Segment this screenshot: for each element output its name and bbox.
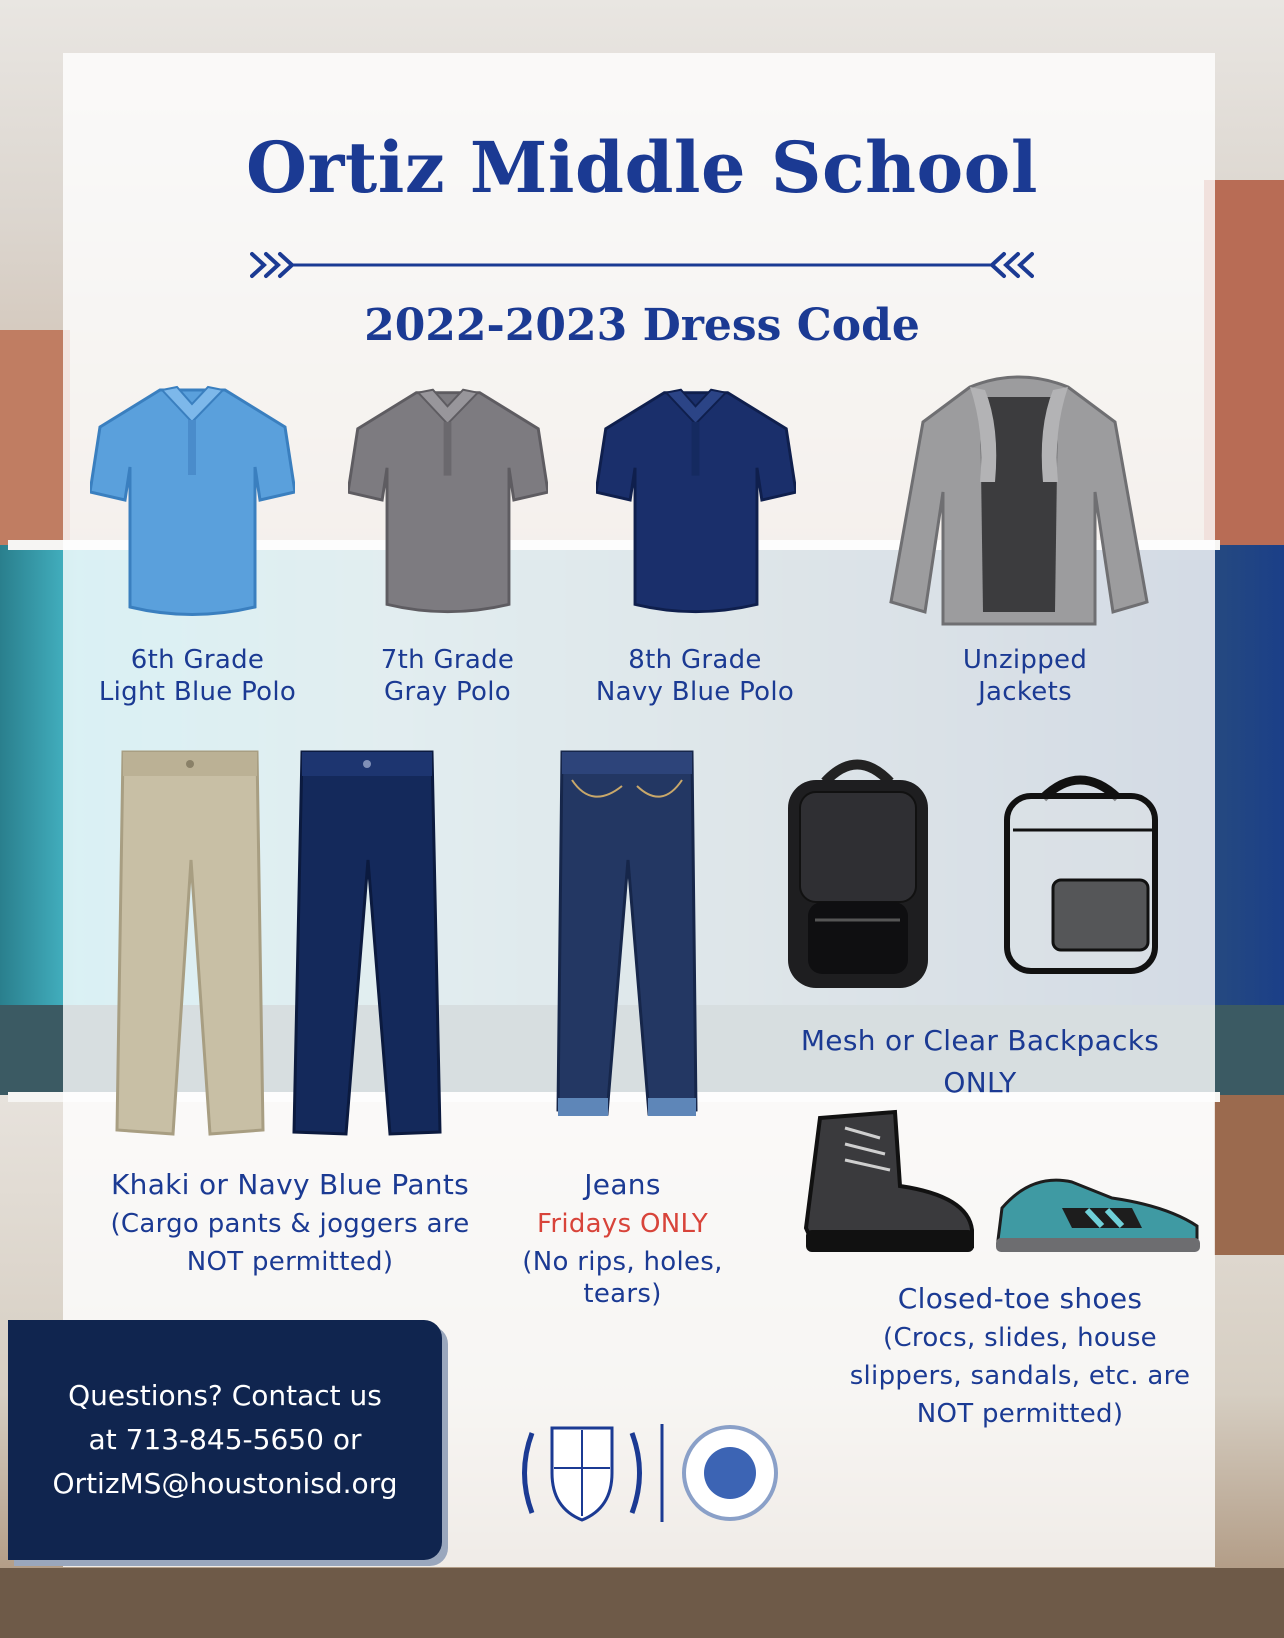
jeans-icon bbox=[552, 750, 702, 1130]
pants-label: Khaki or Navy Blue Pants (Cargo pants & joggers are NOT permitted) bbox=[110, 1168, 470, 1277]
mesh-backpack-icon bbox=[770, 752, 945, 992]
dress-code-subtitle: 2022-2023 Dress Code bbox=[364, 300, 920, 351]
seventh-grade-label: 7th Grade Gray Polo bbox=[380, 645, 515, 707]
clear-backpack-icon bbox=[993, 770, 1168, 975]
light-blue-polo-icon bbox=[90, 382, 295, 617]
page-title: Ortiz Middle School bbox=[246, 126, 1038, 209]
navy-pants-icon bbox=[292, 750, 442, 1140]
eighth-grade-label: 8th Grade Navy Blue Polo bbox=[595, 645, 795, 707]
contact-line: Questions? Contact us bbox=[68, 1379, 382, 1412]
sneaker-icon bbox=[992, 1168, 1202, 1258]
contact-box bbox=[8, 1320, 442, 1560]
contact-phone: at 713-845-5650 or bbox=[88, 1423, 362, 1456]
gray-jacket-icon bbox=[885, 372, 1153, 632]
school-logos bbox=[512, 1418, 792, 1528]
fridays-only-note: Fridays ONLY bbox=[536, 1209, 709, 1239]
backpacks-label: Mesh or Clear Backpacks ONLY bbox=[800, 1024, 1160, 1099]
shoes-label: Closed-toe shoes (Crocs, slides, house slippers, sandals, etc. are NOT permitted) bbox=[849, 1282, 1191, 1429]
jeans-label: Jeans Fridays ONLY (No rips, holes, tears) bbox=[480, 1168, 765, 1310]
ib-world-school-icon bbox=[684, 1427, 776, 1519]
gray-polo-icon bbox=[348, 382, 548, 617]
school-crest-icon bbox=[525, 1428, 640, 1520]
navy-polo-icon bbox=[596, 382, 796, 617]
khaki-pants-icon bbox=[115, 750, 265, 1140]
jackets-label: Unzipped Jackets bbox=[962, 645, 1088, 707]
sixth-grade-label: 6th Grade Light Blue Polo bbox=[98, 645, 297, 707]
arrow-divider bbox=[250, 250, 1034, 280]
boot-icon bbox=[800, 1108, 980, 1258]
contact-email[interactable]: OrtizMS@houstonisd.org bbox=[52, 1467, 398, 1500]
